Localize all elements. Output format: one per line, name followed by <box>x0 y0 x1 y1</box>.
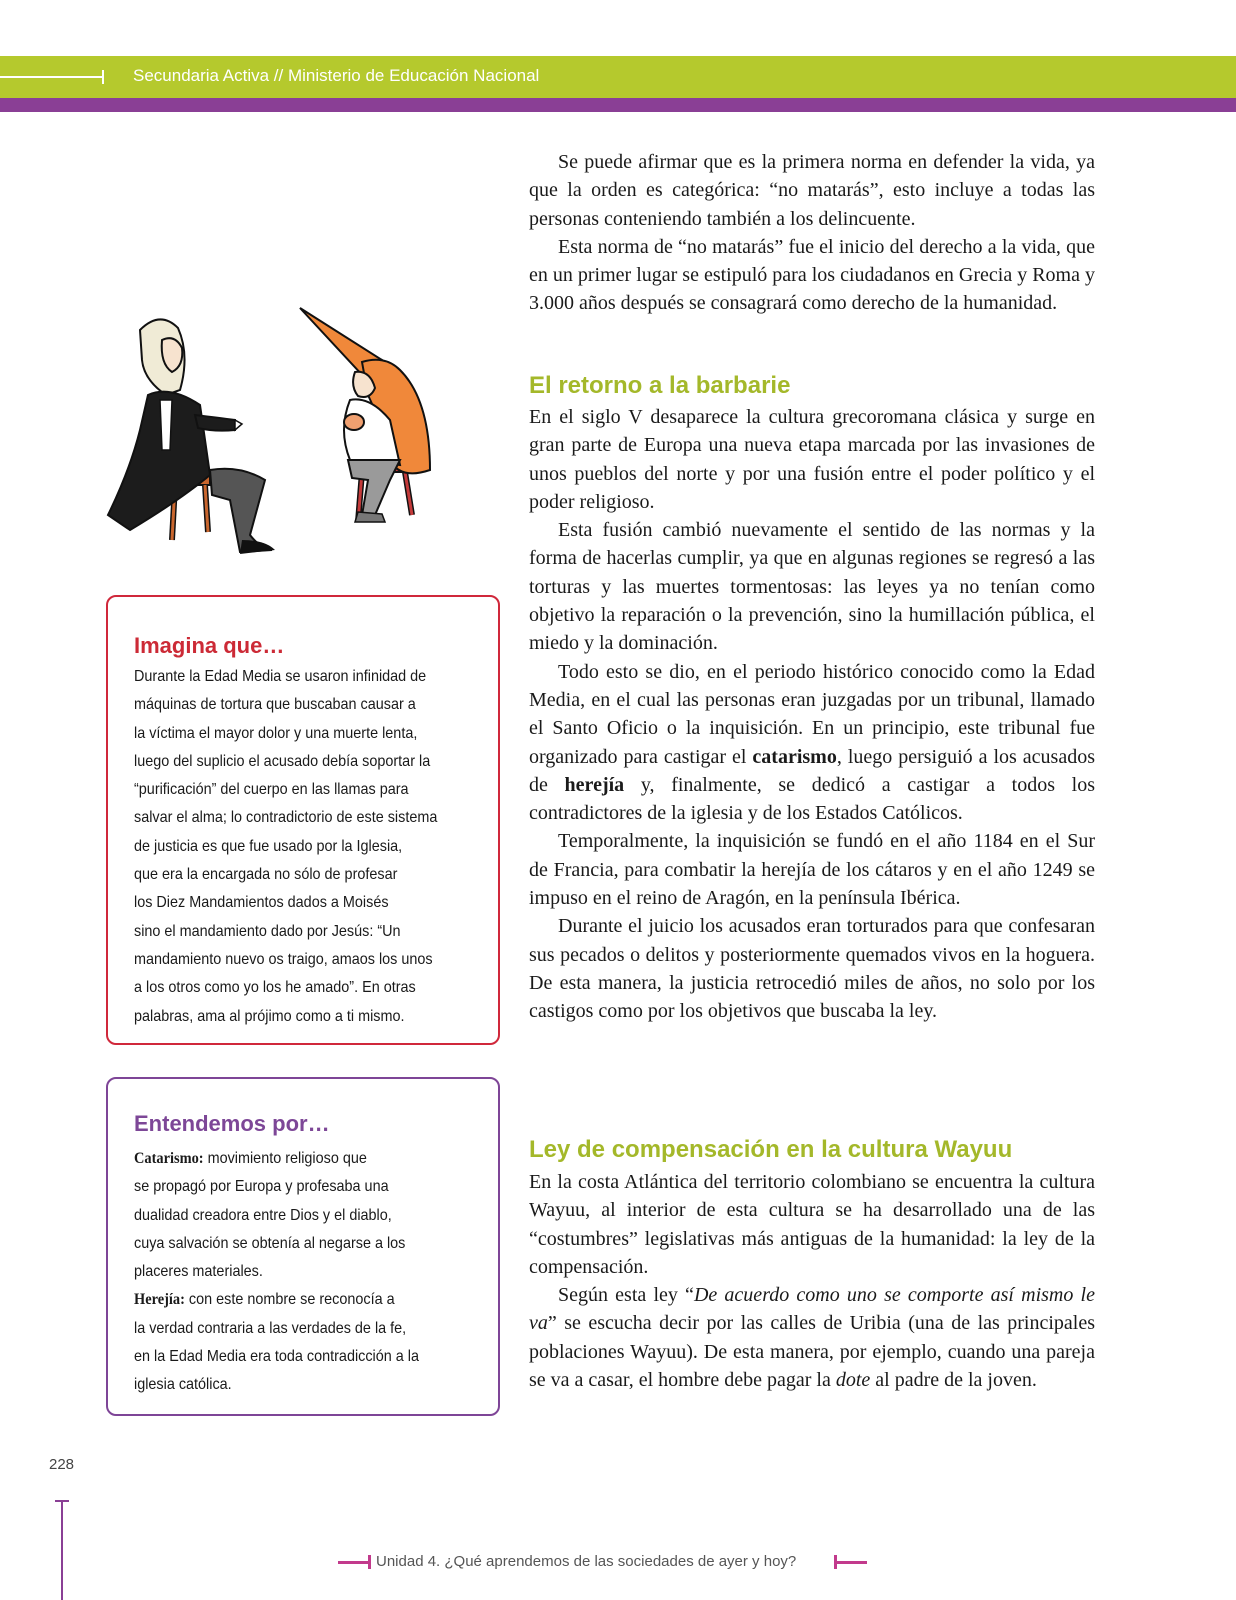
imagina-line: Durante la Edad Media se usaron infinidad de <box>134 668 427 685</box>
imagina-line: “purificación” del cuerpo en las llamas para <box>134 781 409 799</box>
bold-term-catarismo: catarismo <box>752 745 837 768</box>
definition-text: con este nombre se reconocía a <box>184 1291 395 1309</box>
definition-line <box>134 1286 449 1314</box>
italic-term-dote: dote <box>835 1369 871 1392</box>
paragraph <box>529 658 1095 828</box>
accused-figure-icon <box>300 308 430 522</box>
main-text-block-1 <box>529 148 1095 318</box>
bold-term-herejia: herejía <box>564 773 625 796</box>
left-rule <box>61 1500 63 1600</box>
entendemos-title: Entendemos por… <box>134 1111 330 1136</box>
paragraph-text: y, finalmente, se dedicó a castigar a todos los contradictores de la iglesia y de los Estados Católicos. <box>529 773 1095 825</box>
main-text-block-3 <box>529 1168 1095 1394</box>
imagina-line: palabras, ama al prójimo como a ti mismo. <box>134 1007 405 1025</box>
imagina-line: los Diez Mandamientos dados a Moisés <box>134 894 389 912</box>
paragraph: Durante el juicio los acusados eran torturados para que confesaran sus pecados o delitos y posteriormente quemados vivos en la hoguera. De esta manera, la justicia retrocedió miles de años, no solo por los castigos como por los objetivos que buscaba la ley. <box>529 915 1095 1023</box>
definition-line: se propagó por Europa y profesaba una <box>134 1178 389 1196</box>
section-heading-wayuu: Ley de compensación en la cultura Wayuu <box>529 1136 1013 1163</box>
paragraph <box>529 1281 1095 1394</box>
header-tick <box>102 70 104 84</box>
definition-term-catarismo: Catarismo: <box>134 1150 204 1167</box>
definition-line: dualidad creadora entre Dios y el diablo, <box>134 1206 392 1224</box>
definition-line <box>134 1145 449 1173</box>
section-heading-barbarie: El retorno a la barbarie <box>529 372 791 399</box>
imagina-line: a los otros como yo los he amado”. En otras <box>134 979 416 997</box>
paragraph-text: Todo esto se dio, en el periodo histórico conocido como la Edad Media, en el cual las personas eran juzgadas por un tribunal, llamado el Santo Oficio o la inquisición. En un principio, este tribunal fue organizado para castigar el <box>529 660 1095 768</box>
definition-text: movimiento religioso que <box>203 1150 367 1167</box>
footer-tick-left <box>368 1555 371 1569</box>
judge-figure-icon <box>108 319 275 554</box>
definition-term-herejia: Herejía: <box>134 1291 185 1309</box>
header-rule <box>0 76 104 78</box>
imagina-line: luego del suplicio el acusado debía soportar la <box>134 752 431 770</box>
paragraph-text: ” se escucha decir por las calles de Uribia (una de las principales poblaciones Wayuu). De esta manera, por ejemplo, cuando una pareja se va a casar, el hombre debe pagar la <box>529 1312 1095 1392</box>
italic-quote: De acuerdo como uno se comporte así mismo le va <box>529 1284 1095 1335</box>
paragraph-text: Según esta ley “ <box>558 1284 694 1307</box>
footer <box>338 1552 898 1572</box>
entendemos-body <box>134 1145 449 1400</box>
paragraph: En la costa Atlántica del territorio colombiano se encuentra la cultura Wayuu, al interior de esta cultura se ha desarrollado una de las “costumbres” legislativas más antiguas de la humanidad: la ley de la compensación. <box>529 1171 1095 1278</box>
page-number: 228 <box>49 1456 75 1473</box>
imagina-title: Imagina que… <box>134 633 285 658</box>
definition-line: cuya salvación se obtenía al negarse a los <box>134 1234 406 1252</box>
paragraph: Esta norma de “no matarás” fue el inicio del derecho a la vida, que en un primer lugar se estipuló para los ciudadanos en Grecia y Roma y 3.000 años después se consagrará como derecho de la humanidad. <box>529 235 1095 315</box>
header-title: Secundaria Activa // Ministerio de Educación Nacional <box>133 66 540 85</box>
footer-rule-right <box>837 1561 867 1564</box>
footer-rule-left <box>338 1561 368 1564</box>
main-text-block-2 <box>529 403 1095 1026</box>
paragraph: Se puede afirmar que es la primera norma en defender la vida, ya que la orden es categórica: “no matarás”, esto incluye a todas las personas conteniendo también a los delincuente. <box>529 151 1095 230</box>
definition-line: placeres materiales. <box>134 1263 263 1281</box>
imagina-line: la víctima el mayor dolor y una muerte lenta, <box>134 724 418 742</box>
definition-line: en la Edad Media era toda contradicción a la <box>134 1348 419 1366</box>
paragraph: En el siglo V desaparece la cultura grecoromana clásica y surge en gran parte de Europa una nueva etapa marcada por las invasiones de unos pueblos del norte y por una fusión entre el poder político y el poder religioso. <box>529 406 1095 513</box>
judge-and-accused-illustration-icon <box>100 300 510 570</box>
footer-unit-title: Unidad 4. ¿Qué aprendemos de las sociedades de ayer y hoy? <box>376 1553 797 1570</box>
paragraph-text: , luego persiguió a los acusados de <box>529 745 1095 796</box>
imagina-box <box>106 595 500 1045</box>
paragraph-text: al padre de la joven. <box>870 1369 1037 1392</box>
definition-line: iglesia católica. <box>134 1376 232 1394</box>
imagina-body <box>134 663 449 1031</box>
imagina-line: mandamiento nuevo os traigo, amaos los unos <box>134 950 433 968</box>
imagina-line: salvar el alma; lo contradictorio de este sistema <box>134 809 438 827</box>
entendemos-box <box>106 1077 500 1416</box>
paragraph: Esta fusión cambió nuevamente el sentido de las normas y la forma de hacerlas cumplir, ya que en algunas regiones se regresó a las torturas y las muertes tormentosas: las leyes ya no tenían como objetivo la reparación o la prevención, sino la humillación pública, el miedo y la dominación. <box>529 519 1095 655</box>
definition-line: la verdad contraria a las verdades de la fe, <box>134 1319 407 1337</box>
imagina-line: que era la encargada no sólo de profesar <box>134 866 398 884</box>
paragraph: Temporalmente, la inquisición se fundó en el año 1184 en el Sur de Francia, para combatir la herejía de los cátaros y en el año 1249 se impuso en el reino de Aragón, en la península Ibérica. <box>529 830 1095 910</box>
header-stripe <box>0 98 1236 112</box>
imagina-line: máquinas de tortura que buscaban causar a <box>134 696 416 714</box>
imagina-line: de justicia es que fue usado por la Iglesia, <box>134 837 403 855</box>
imagina-line: sino el mandamiento dado por Jesús: “Un <box>134 922 401 940</box>
